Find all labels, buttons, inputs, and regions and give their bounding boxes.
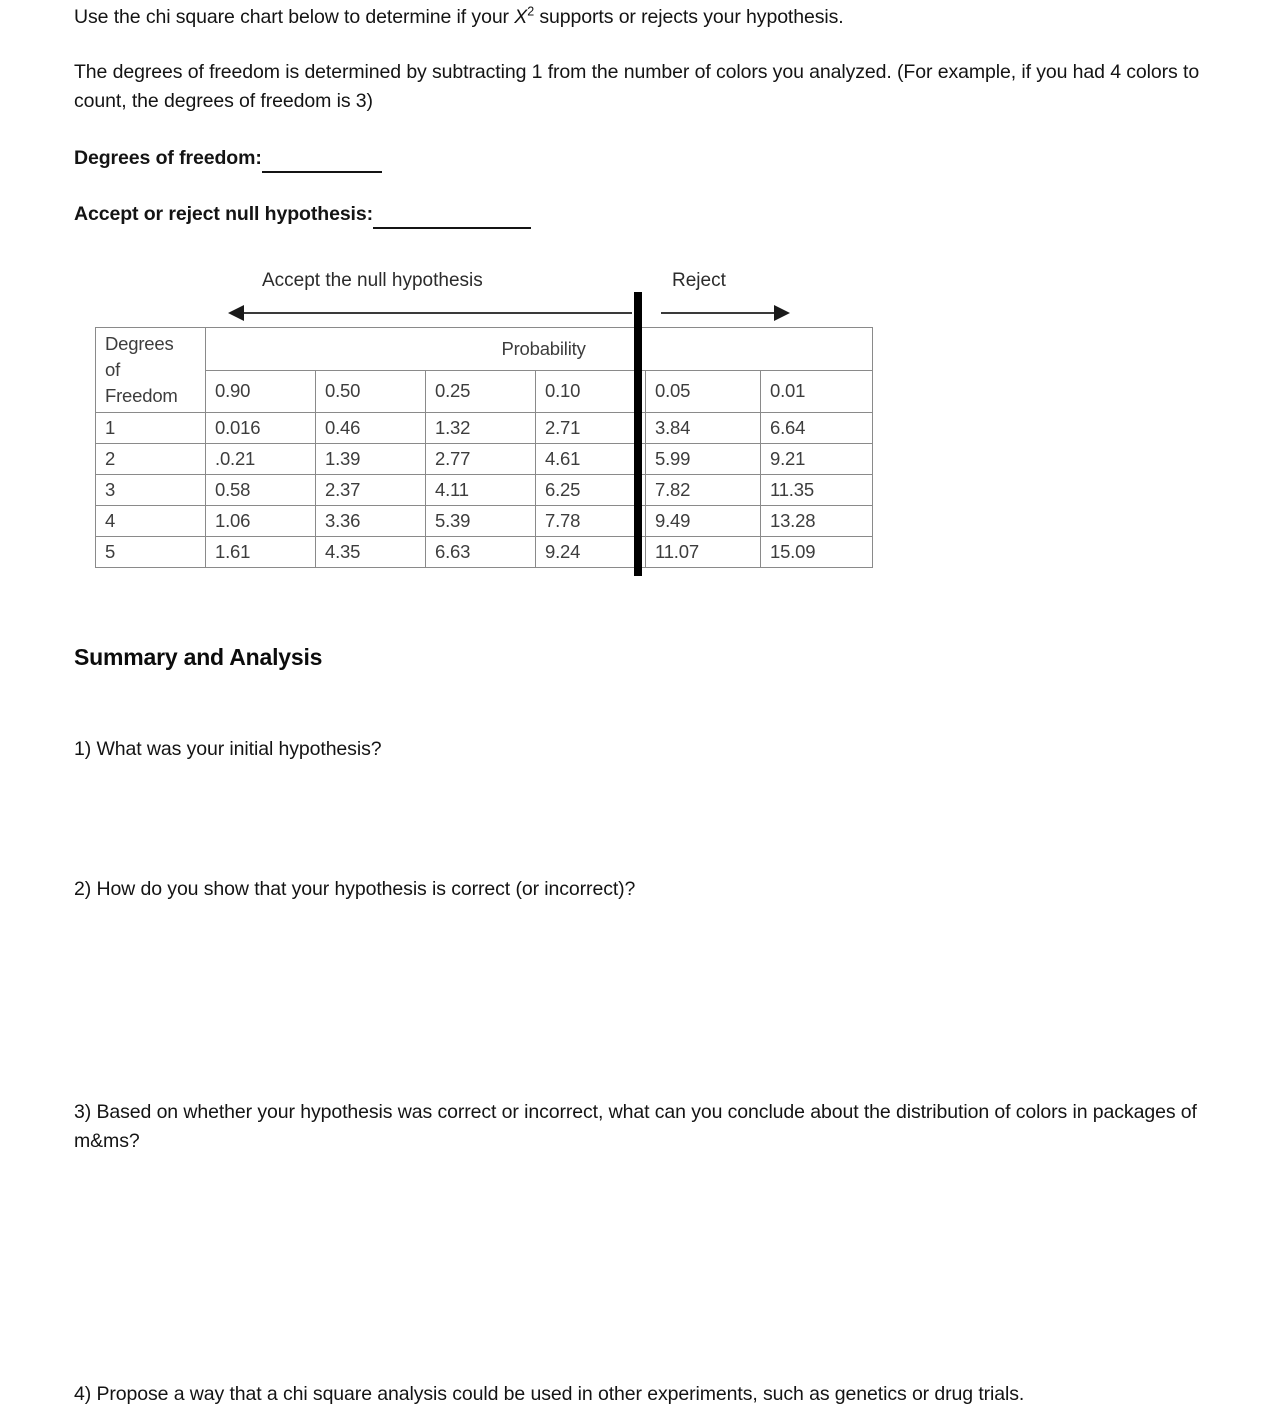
probability-column-header: 0.01	[761, 370, 873, 413]
question-4: 4) Propose a way that a chi square analysis could be used in other experiments, such as genetics or drug trials.	[74, 1383, 1025, 1405]
table-cell: 3.36	[316, 506, 426, 537]
table-cell: 1.39	[316, 444, 426, 475]
reject-arrow-line	[661, 312, 779, 314]
table-cell: 2.37	[316, 475, 426, 506]
degrees-of-freedom-label: Degrees of freedom:	[74, 147, 262, 169]
chi-square-table	[95, 327, 873, 568]
table-cell: 11.35	[761, 475, 873, 506]
table-cell: 1.32	[426, 413, 536, 444]
dof-header-line-1: Degrees	[105, 333, 174, 354]
table-cell: 6.63	[426, 537, 536, 568]
degrees-of-freedom-header	[96, 328, 206, 413]
probability-column-header: 0.10	[536, 370, 646, 413]
chi-symbol-exponent: 2	[527, 4, 535, 19]
intro-line-1-pre: Use the chi square chart below to determine if your	[74, 6, 515, 28]
chi-square-chart	[86, 258, 886, 596]
intro-paragraph-2: The degrees of freedom is determined by subtracting 1 from the number of colors you analyzed. (For example, if you had 4 colors to count, the degrees of freedom is 3)	[74, 61, 1200, 112]
table-cell: 6.25	[536, 475, 646, 506]
accept-reject-divider	[634, 292, 642, 576]
chi-symbol: X	[514, 6, 528, 28]
question-2: 2) How do you show that your hypothesis is correct (or incorrect)?	[74, 878, 636, 900]
table-cell: .0.21	[206, 444, 316, 475]
table-cell: 7.78	[536, 506, 646, 537]
table-cell: 1.61	[206, 537, 316, 568]
row-degrees-of-freedom: 1	[96, 413, 206, 444]
table-cell: 0.58	[206, 475, 316, 506]
probability-column-header: 0.50	[316, 370, 426, 413]
table-cell: 9.49	[646, 506, 761, 537]
row-degrees-of-freedom: 4	[96, 506, 206, 537]
table-row	[96, 444, 873, 475]
accept-region-label: Accept the null hypothesis	[262, 270, 483, 291]
dof-header-line-2: of	[105, 359, 121, 380]
accept-arrow-line	[242, 312, 632, 314]
reject-arrow-head-icon	[774, 305, 790, 321]
table-cell: 4.61	[536, 444, 646, 475]
table-cell: 5.99	[646, 444, 761, 475]
degrees-of-freedom-field	[74, 142, 382, 173]
probability-column-header: 0.90	[206, 370, 316, 413]
accept-arrow-head-icon	[228, 305, 244, 321]
table-row	[96, 537, 873, 568]
question-1: 1) What was your initial hypothesis?	[74, 738, 382, 760]
accept-reject-label: Accept or reject null hypothesis:	[74, 203, 374, 225]
degrees-of-freedom-blank[interactable]	[262, 142, 382, 173]
table-cell: 6.64	[761, 413, 873, 444]
table-cell: 0.016	[206, 413, 316, 444]
intro-line-1-post: supports or rejects your hypothesis.	[534, 6, 844, 28]
probability-column-header: 0.05	[646, 370, 761, 413]
table-row	[96, 413, 873, 444]
question-3: 3) Based on whether your hypothesis was correct or incorrect, what can you conclude about the distribution of colors in packages of m&ms?	[74, 1101, 1197, 1152]
table-cell: 2.77	[426, 444, 536, 475]
row-degrees-of-freedom: 5	[96, 537, 206, 568]
table-cell: 1.06	[206, 506, 316, 537]
table-row-probability-values	[96, 370, 873, 413]
reject-region-label: Reject	[672, 270, 726, 291]
row-degrees-of-freedom: 2	[96, 444, 206, 475]
table-row	[96, 475, 873, 506]
table-cell: 2.71	[536, 413, 646, 444]
table-cell: 13.28	[761, 506, 873, 537]
table-cell: 7.82	[646, 475, 761, 506]
region-arrows	[86, 302, 886, 324]
accept-reject-field	[74, 198, 531, 229]
table-row-probability-header	[96, 328, 873, 371]
table-row	[96, 506, 873, 537]
probability-column-header: 0.25	[426, 370, 536, 413]
probability-group-header: Probability	[206, 328, 873, 371]
table-cell: 3.84	[646, 413, 761, 444]
row-degrees-of-freedom: 3	[96, 475, 206, 506]
page-title: Summary and Analysis	[74, 644, 323, 670]
table-cell: 11.07	[646, 537, 761, 568]
table-cell: 9.24	[536, 537, 646, 568]
intro-line-1	[74, 3, 1224, 32]
table-cell: 4.11	[426, 475, 536, 506]
dof-header-line-3: Freedom	[105, 385, 178, 406]
table-cell: 15.09	[761, 537, 873, 568]
table-cell: 4.35	[316, 537, 426, 568]
table-cell: 5.39	[426, 506, 536, 537]
table-cell: 9.21	[761, 444, 873, 475]
table-cell: 0.46	[316, 413, 426, 444]
accept-reject-blank[interactable]	[373, 198, 531, 229]
